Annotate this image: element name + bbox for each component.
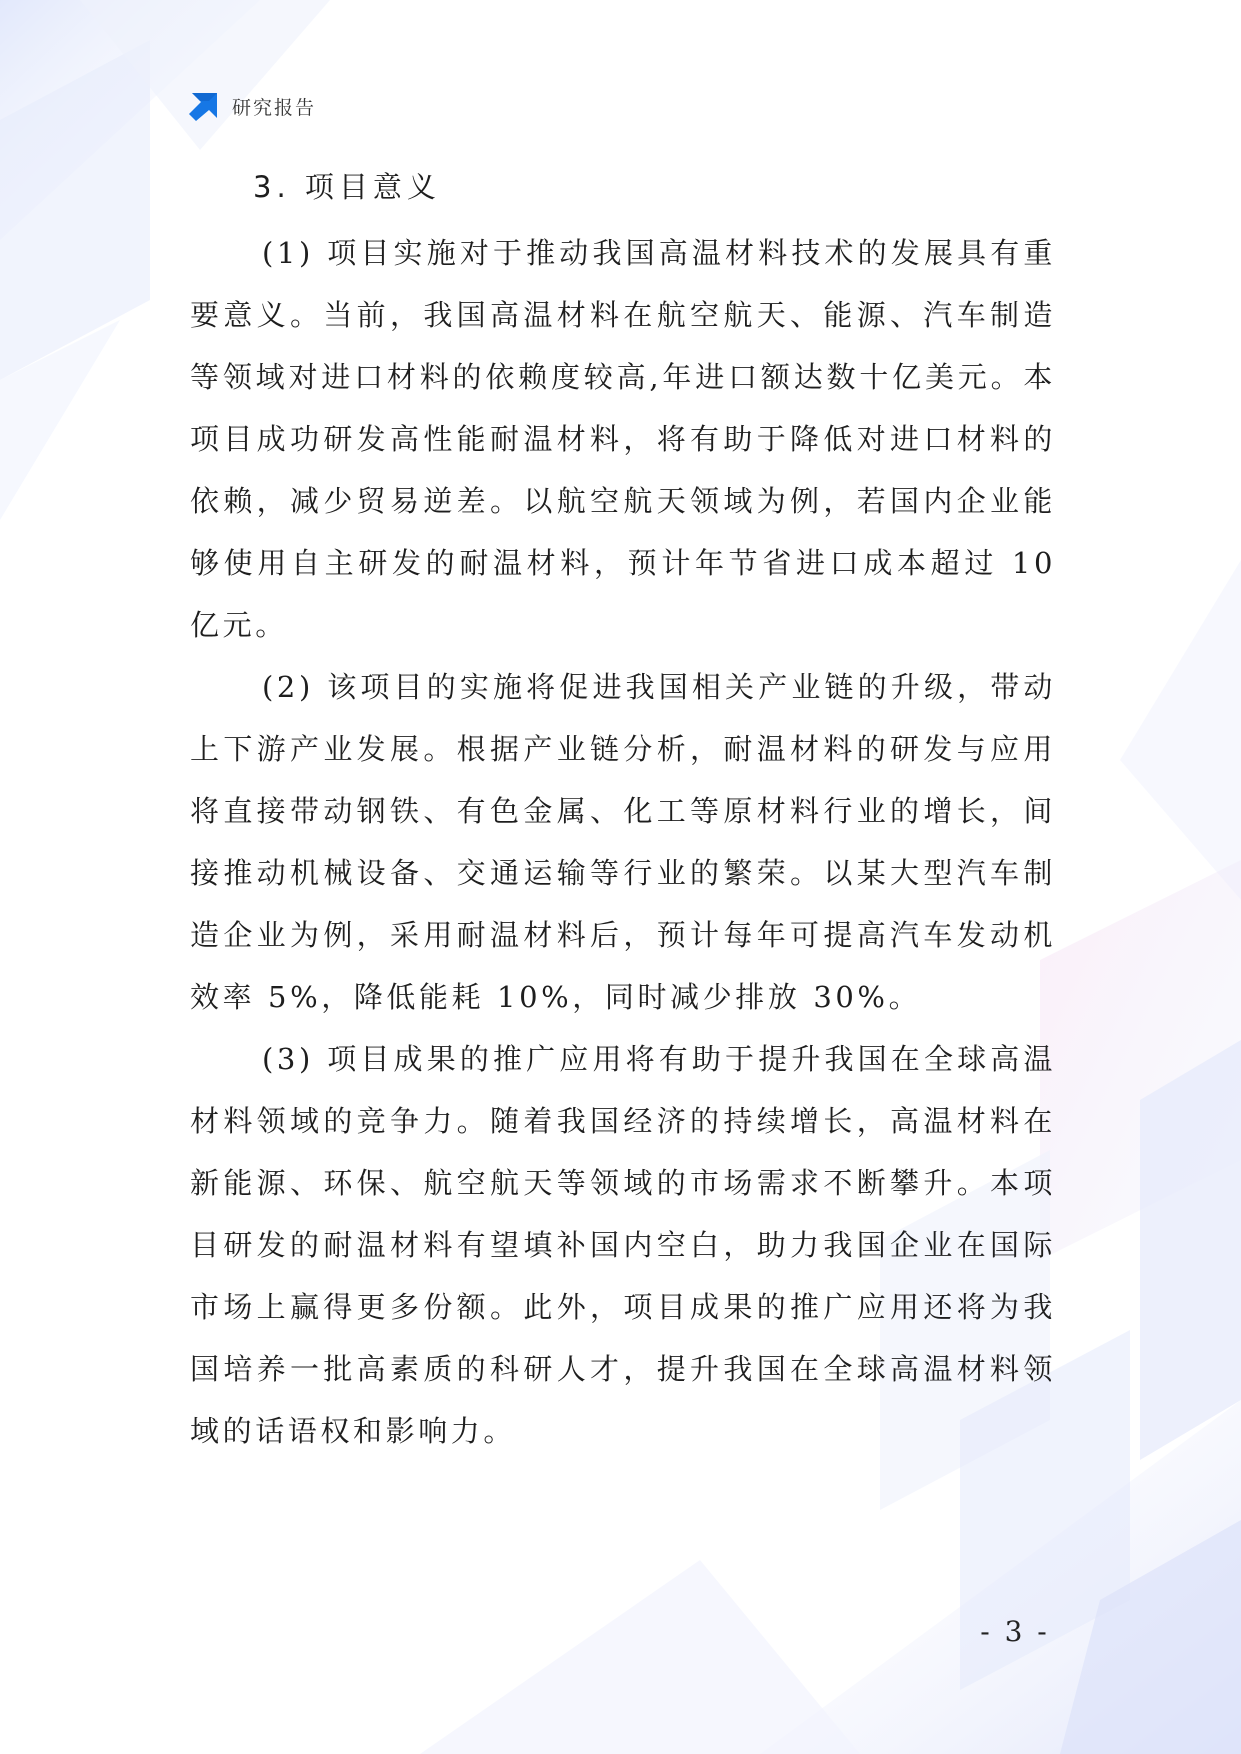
report-header (188, 90, 316, 122)
paragraph-1: (1) 项目实施对于推动我国高温材料技术的发展具有重要意义。当前，我国高温材料在航空航天、能源、汽车制造等领域对进口材料的依赖度较高,年进口额达数十亿美元。本项目成功研发高性能耐温材料，将有助于降低对进口材料的依赖，减少贸易逆差。以航空航天领域为例，若国内企业能够使用自主研发的耐温材料，预计年节省进口成本超过 10 亿元。 (190, 236, 1056, 642)
section-heading: 3. 项目意义 (253, 170, 441, 204)
paragraph-2: (2) 该项目的实施将促进我国相关产业链的升级，带动上下游产业发展。根据产业链分析，耐温材料的研发与应用将直接带动钢铁、有色金属、化工等原材料行业的增长，间接推动机械设备、交通运输等行业的繁荣。以某大型汽车制造企业为例，采用耐温材料后，预计每年可提高汽车发动机效率 5%，降低能耗 10%，同时减少排放 30%。 (190, 670, 1056, 1014)
document-body (190, 156, 1056, 1462)
arrow-up-right-icon (188, 90, 220, 122)
paragraph-3: (3) 项目成果的推广应用将有助于提升我国在全球高温材料领域的竞争力。随着我国经济的持续增长，高温材料在新能源、环保、航空航天等领域的市场需求不断攀升。本项目研发的耐温材料有望填补国内空白，助力我国企业在国际市场上赢得更多份额。此外，项目成果的推广应用还将为我国培养一批高素质的科研人才，提升我国在全球高温材料领域的话语权和影响力。 (190, 1042, 1056, 1448)
header-title: 研究报告 (232, 96, 317, 119)
page-number: - 3 - (980, 1615, 1050, 1648)
